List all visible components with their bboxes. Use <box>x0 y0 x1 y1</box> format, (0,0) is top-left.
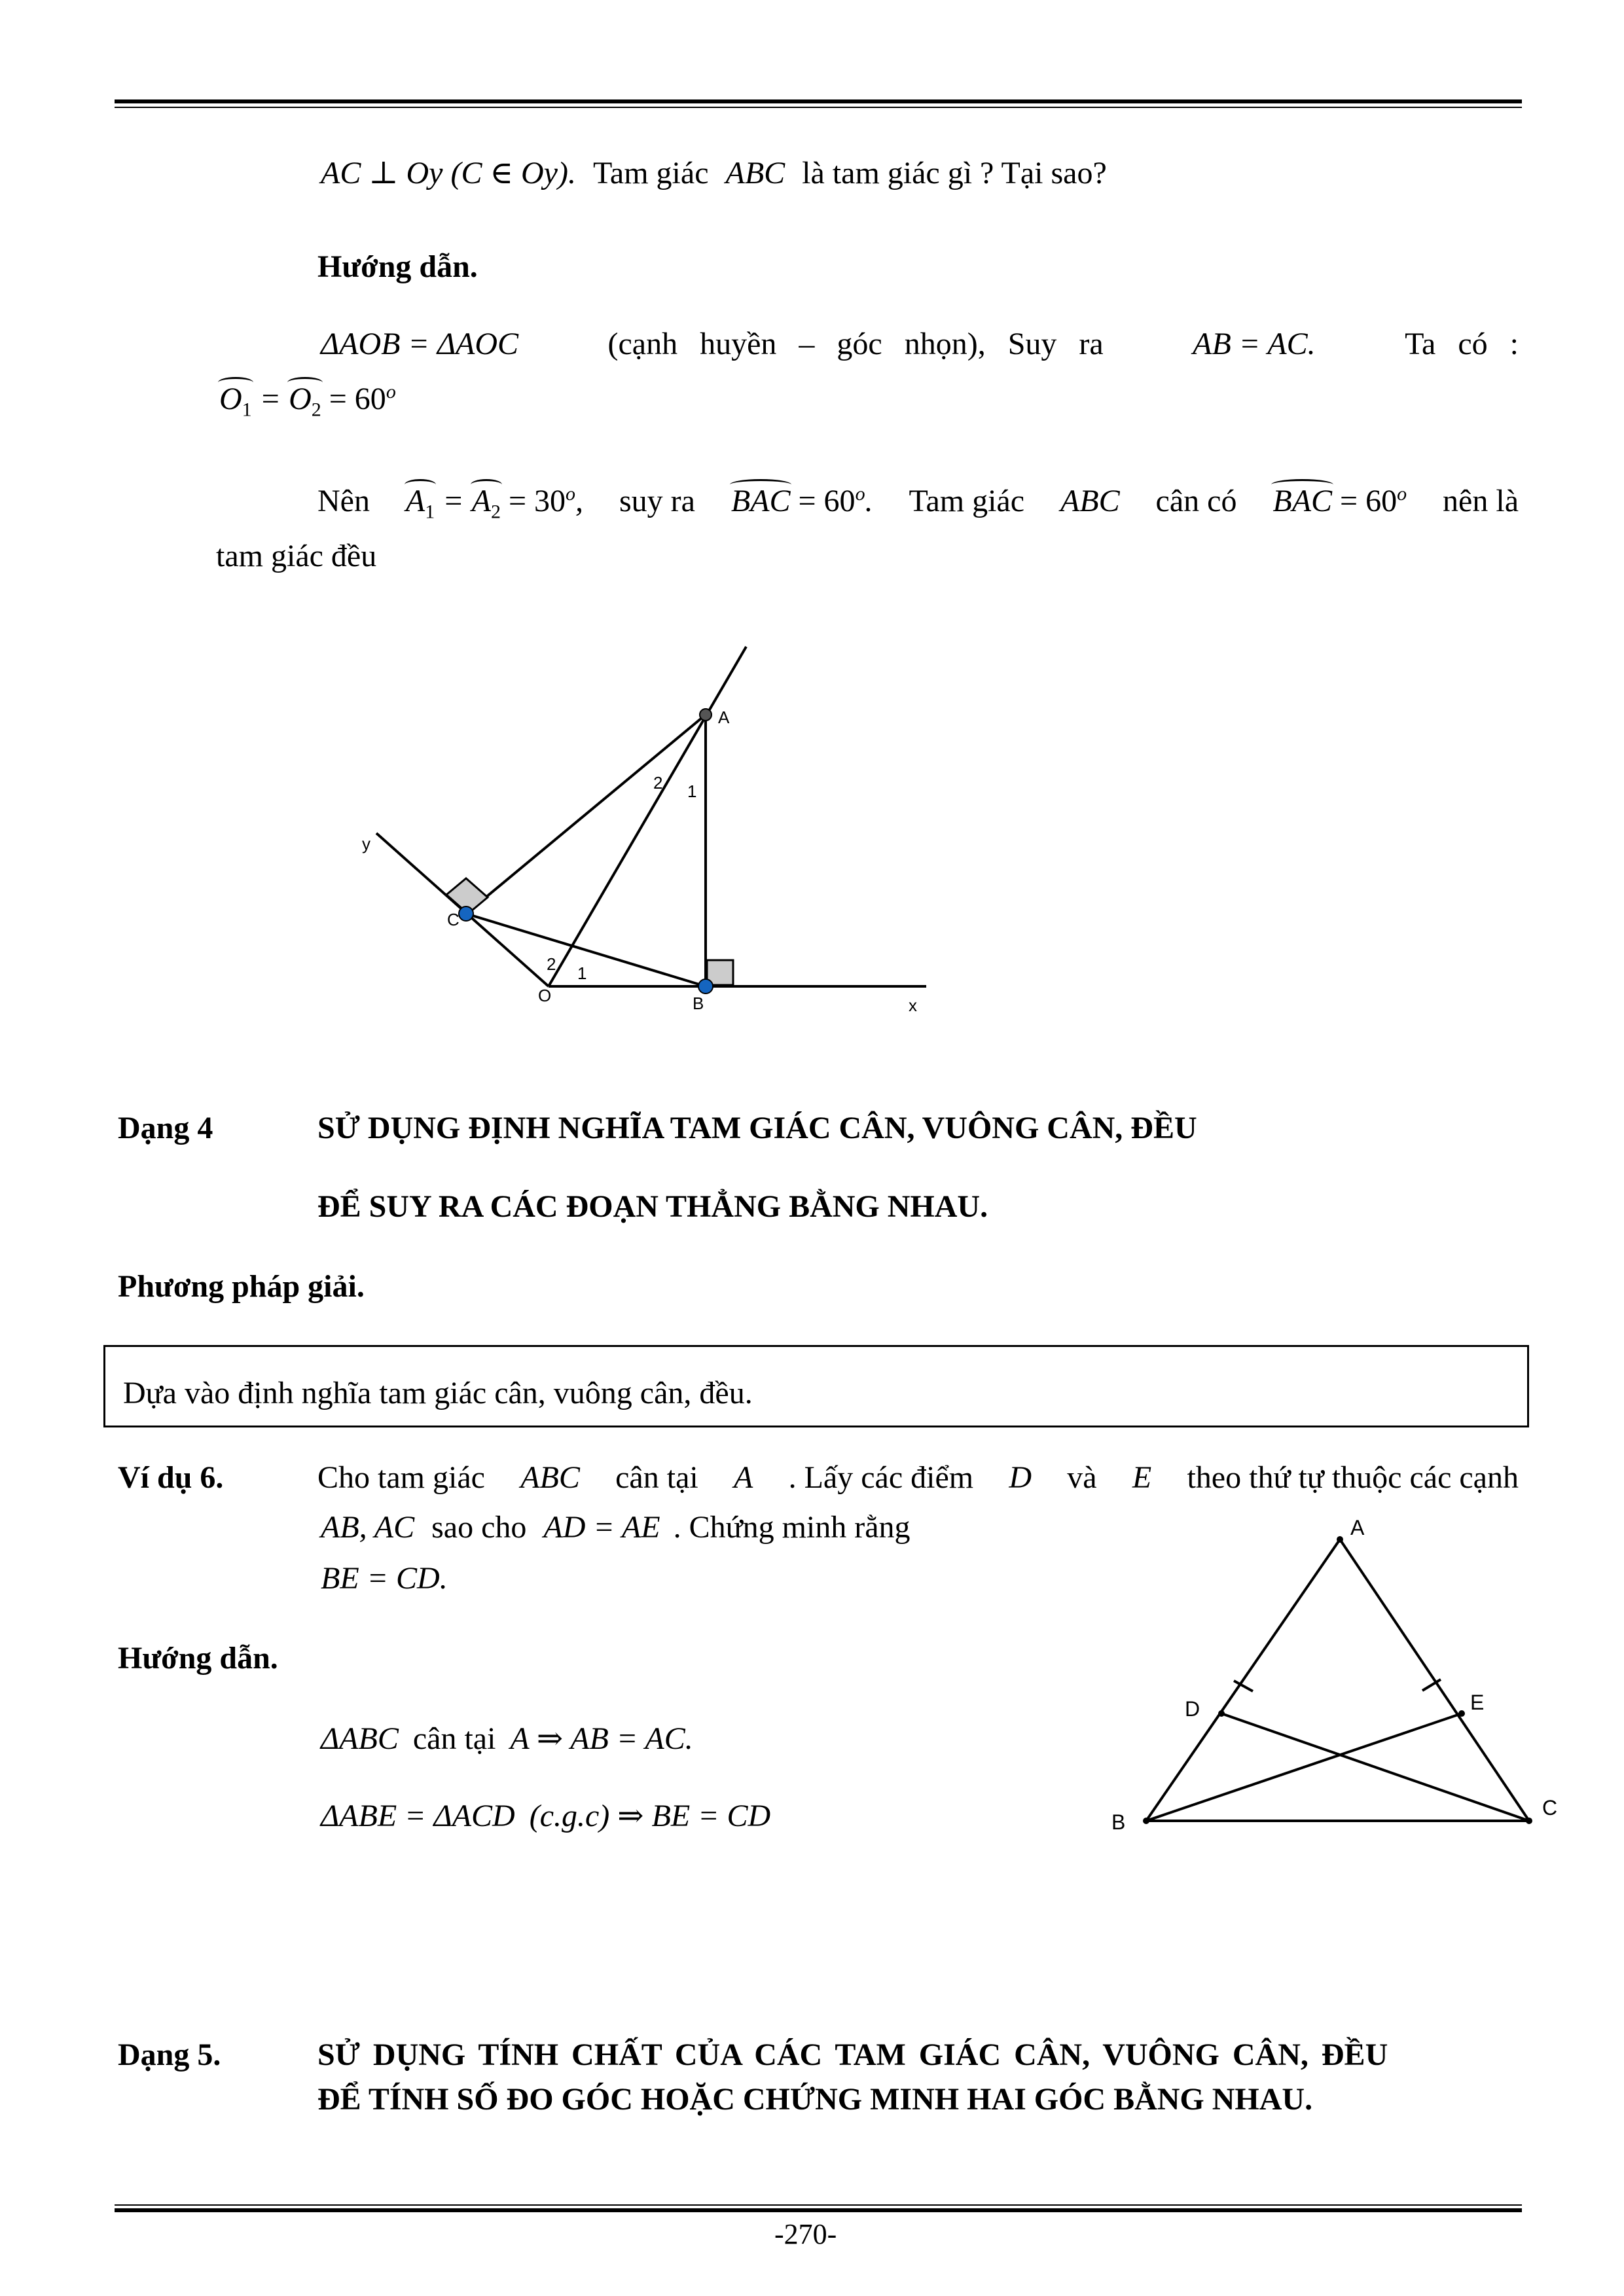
page-number: -270- <box>774 2218 837 2250</box>
value: = 60 <box>1340 484 1398 518</box>
text: suy ra <box>619 484 695 518</box>
value: = 60 <box>329 382 386 416</box>
text: cân tại <box>615 1460 698 1495</box>
dang4-label: Dạng 4 <box>118 1111 213 1145</box>
math-ab-ac: AB = AC. <box>1193 327 1316 361</box>
method-title: Phương pháp giải. <box>118 1269 365 1304</box>
label-o: O <box>538 986 552 1005</box>
text: sao cho <box>431 1510 527 1545</box>
segment-be <box>1146 1713 1462 1821</box>
dang4-title-2: ĐỂ SUY RA CÁC ĐOẠN THẲNG BẰNG NHAU. <box>317 1189 988 1224</box>
math-e: E <box>1132 1460 1152 1495</box>
dang4-title-1: SỬ DỤNG ĐỊNH NGHĨA TAM GIÁC CÂN, VUÔNG CÂN, ĐỀU <box>317 1111 1197 1145</box>
label-a: A <box>1350 1516 1365 1539</box>
point-a <box>1337 1536 1343 1543</box>
math-implies: A ⇒ AB = AC. <box>510 1721 693 1756</box>
guide-line-nen: Nên $A_1 = A_2 = 30^o$, suy ra BAC = $60^o$. Tam giác ABC cân có BAC = $60^o$ nên là <box>317 483 1519 523</box>
example-goal: BE = CD. <box>321 1561 448 1596</box>
text: Cho tam giác <box>317 1460 485 1495</box>
label-a: A <box>718 708 730 727</box>
text: (cạnh huyền – góc nhọn), Suy ra <box>607 327 1104 361</box>
label-e: E <box>1470 1691 1485 1714</box>
text: nên là <box>1443 484 1519 518</box>
math-abc: ΔABC <box>321 1721 399 1756</box>
dang5-label: Dạng 5. <box>118 2037 221 2072</box>
point-c <box>1526 1818 1532 1824</box>
text: cân có <box>1155 484 1237 518</box>
math-abc: ABC <box>1060 484 1120 518</box>
text: là tam giác gì ? Tại sao? <box>802 156 1107 190</box>
label-1-a: 1 <box>687 781 697 801</box>
method-text: Dựa vào định nghĩa tam giác cân, vuông cân, đều. <box>123 1376 753 1410</box>
angle-bac: BAC <box>1272 484 1333 518</box>
point-d <box>1218 1710 1225 1717</box>
angle-a1: A <box>405 484 425 518</box>
sub: 1 <box>242 399 252 421</box>
math-result: ⇒ BE = CD <box>617 1799 771 1833</box>
math-ad-ae: AD = AE <box>543 1510 660 1545</box>
label-2-a: 2 <box>653 773 663 793</box>
text: Ta có : <box>1405 327 1519 361</box>
sub: 2 <box>311 399 321 421</box>
math-a: A <box>733 1460 753 1495</box>
label-b: B <box>1111 1810 1126 1834</box>
label-b: B <box>693 994 704 1013</box>
label-x: x <box>909 996 917 1015</box>
point-b <box>1143 1818 1149 1824</box>
math-congruent: ΔABE = ΔACD <box>321 1799 515 1833</box>
math-cgc: (c.g.c) <box>529 1799 610 1833</box>
text: Tam giác <box>909 484 1025 518</box>
math-triangles: ΔAOB = ΔAOC <box>321 327 519 361</box>
sub: 1 <box>425 501 435 523</box>
label-c: C <box>1542 1796 1558 1820</box>
conclusion: tam giác đều <box>216 539 377 573</box>
sub: 2 <box>490 501 501 523</box>
degree: o <box>855 483 865 505</box>
degree: o <box>1397 483 1407 505</box>
value: = 60 <box>798 484 856 518</box>
label-y: y <box>362 834 370 853</box>
angle-a2: A <box>471 484 491 518</box>
label-2-o: 2 <box>547 954 556 974</box>
degree: o <box>386 381 396 403</box>
math-sides: AB, AC <box>321 1510 415 1545</box>
math-d: D <box>1009 1460 1032 1495</box>
example-label: Ví dụ 6. <box>118 1460 224 1495</box>
text: Tam giác <box>592 156 709 190</box>
segment-cd <box>1221 1713 1529 1821</box>
label-d: D <box>1185 1697 1200 1721</box>
math-perp: AC ⊥ Oy <box>321 156 443 190</box>
side-ac <box>1340 1539 1529 1821</box>
dang5-title-1 <box>317 2037 1519 2073</box>
guide-title: Hướng dẫn. <box>317 249 478 284</box>
footer-rule-thick <box>115 2208 1522 2212</box>
value: = 30 <box>508 484 566 518</box>
math-c-in-oy: (C ∈ Oy). <box>450 156 576 190</box>
angle-o2: O <box>289 382 312 416</box>
text: và <box>1067 1460 1097 1495</box>
point-e <box>1458 1710 1465 1717</box>
guide-title-2: Hướng dẫn. <box>118 1641 278 1676</box>
degree: o <box>566 483 576 505</box>
side-ab <box>1146 1539 1340 1821</box>
label-c: C <box>447 910 460 929</box>
title-text: SỬ DỤNG TÍNH CHẤT CỦA CÁC TAM GIÁC CÂN, VUÔNG CÂN, ĐỀU <box>317 2037 1388 2072</box>
angle-bac: BAC <box>731 484 791 518</box>
text: . Lấy các điểm <box>788 1460 974 1495</box>
footer-rule-thin <box>115 2204 1522 2206</box>
text: Nên <box>317 484 370 518</box>
angles-o: $O_1 = O_2 = 60^o$ <box>219 381 396 421</box>
text: theo thứ tự thuộc các cạnh <box>1187 1460 1519 1495</box>
dang5-title-2: ĐỂ TÍNH SỐ ĐO GÓC HOẶC CHỨNG MINH HAI GÓC BẰNG NHAU. <box>317 2082 1313 2117</box>
math-abc: ABC <box>725 156 785 190</box>
angle-o1: O <box>219 382 242 416</box>
label-1-o: 1 <box>577 963 587 983</box>
text: cân tại <box>412 1721 496 1756</box>
text: . Chứng minh rằng <box>673 1510 911 1545</box>
math-abc: ABC <box>520 1460 580 1495</box>
